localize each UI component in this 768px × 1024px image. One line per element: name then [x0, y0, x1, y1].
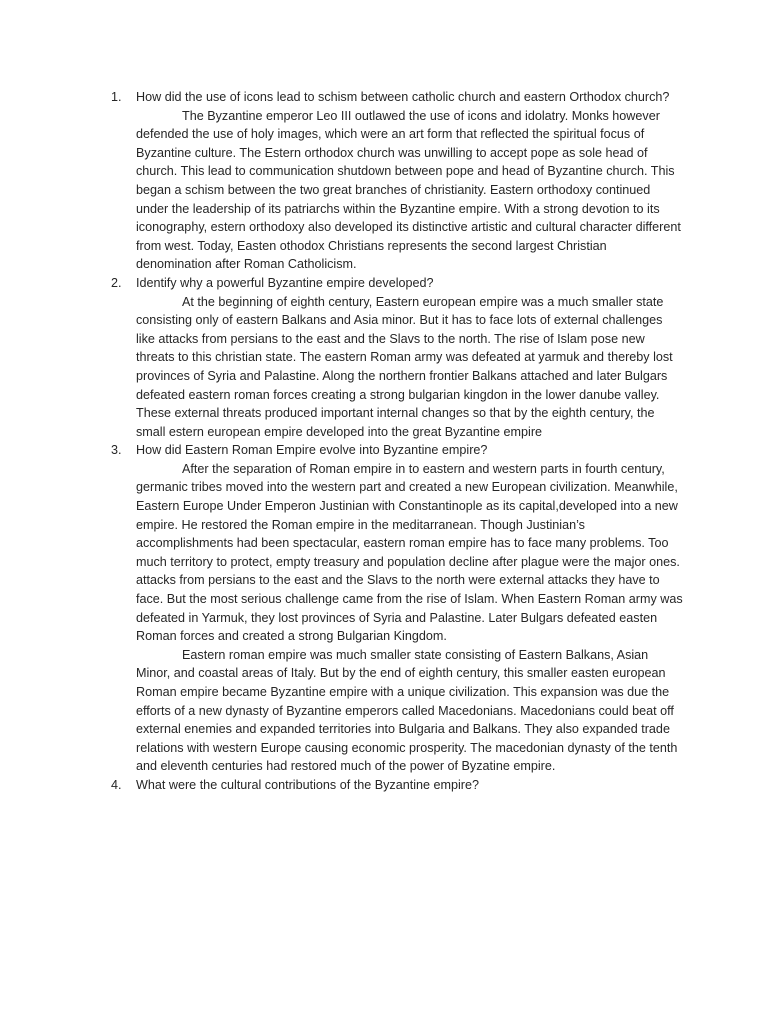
- document-page: [0, 88, 768, 795]
- question-number: 2.: [111, 275, 122, 290]
- question-text: How did Eastern Roman Empire evolve into Byzantine empire?: [136, 443, 488, 458]
- question-number: 4.: [111, 777, 122, 792]
- question-item-4: [0, 776, 768, 795]
- answer-paragraph: The Byzantine emperor Leo III outlawed the use of icons and idolatry. Monks however defended the use of holy images, which were an art form that reflected the spiritual focus of Byzantine culture. The Estern orthodox church was unwilling to accept pope as sole head of church. This lead to communication shutdown between pope and head of Byzantine church. This began a schism between the two great branches of christianity. Eastern orthodoxy continued under the leadership of its patriarchs within the Byzantine empire. With a strong devotion to its iconography, estern orthodoxy also developed its distinctive artistic and cultural character different from west. Today, Easten othodox Christians represents the second largest Christian denomination after Roman Catholicism.: [136, 108, 681, 272]
- question-item-1: [0, 88, 768, 274]
- question-item-2: [0, 274, 768, 441]
- question-text: Identify why a powerful Byzantine empire developed?: [136, 275, 434, 290]
- question-text: What were the cultural contributions of the Byzantine empire?: [136, 777, 480, 792]
- answer-paragraph: After the separation of Roman empire in to eastern and western parts in fourth century, germanic tribes moved into the western part and created a new European civilization. Meanwhile, Eastern Europe Under Emperon Justinian with Constantinople as its capital,developed into a new empire. He restored the Roman empire in the meditarranean. Though Justinian’s accomplishments had been spectacular, eastern roman empire has to face many problems. Too much territory to protect, empty treasury and population decline after plague were the major ones. attacks from persians to the east and the Slavs to the north were external attacks they have to face. But the most serious challenge came from the rise of Islam. When Eastern Roman army was defeated in Yarmuk, they lost provinces of Syria and Palastine. Later Bulgars defeated easten Roman forces and created a strong Bulgarian Kingdom.: [136, 461, 683, 644]
- question-number: 1.: [111, 90, 122, 104]
- answer-paragraph: At the beginning of eighth century, Eastern european empire was a much smaller state consisting only of eastern Balkans and Asia minor. But it has to face lots of external challenges like attacks from persians to the east and the Slavs to the north. The rise of Islam pose new threats to this christian state. The eastern Roman army was defeated at yarmuk and thereby lost provinces of Syria and Palastine. Along the northern frontier Balkans attached and later Bulgars defeated eastern roman forces creating a strong bulgarian kingdon in the lower danube valley. These external threats produced important internal changes so that by the eighth century, the small estern european empire developed into the great Byzantine empire: [136, 294, 673, 439]
- question-number: 3.: [111, 443, 122, 458]
- answer-paragraph: Eastern roman empire was much smaller state consisting of Eastern Balkans, Asian Minor, and coastal areas of Italy. But by the end of eighth century, this smaller easten european Roman empire became Byzantine empire with a unique civilization. This expansion was due the efforts of a new dynasty of Byzantine emperors called Macedonians. Macedonians could beat off external enemies and expanded territories into Bulgaria and Balkans. They also expanded trade relations with western Europe causing economic prosperity. The macedonian dynasty of the tenth and eleventh centuries had restored much of the power of Byzatine empire.: [136, 647, 678, 774]
- question-text: How did the use of icons lead to schism between catholic church and eastern Orthodox church?: [136, 90, 670, 104]
- question-item-3: [0, 441, 768, 776]
